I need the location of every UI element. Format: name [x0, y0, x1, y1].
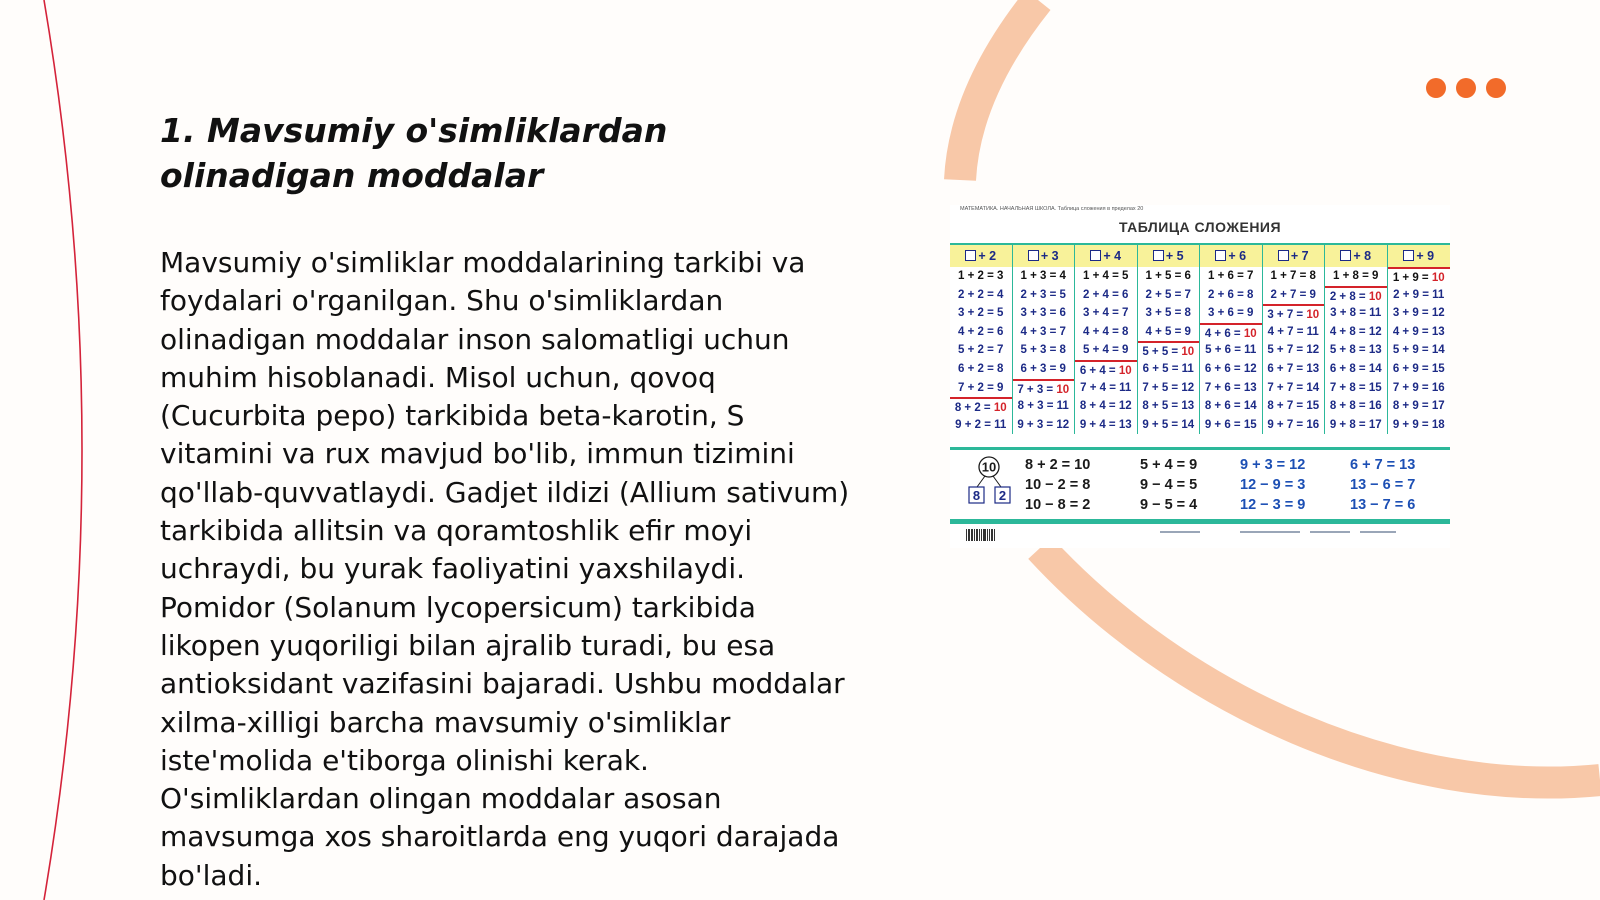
table-cell: 2 + 8 = 10 [1325, 286, 1387, 305]
peach-arc-lower [1040, 548, 1600, 783]
example-group [1350, 455, 1450, 515]
table-cell: 1 + 2 = 3 [958, 270, 1004, 282]
table-cell: 8 + 2 = 10 [950, 397, 1012, 416]
column-header [1325, 245, 1387, 267]
table-cell: 1 + 6 = 7 [1208, 270, 1254, 282]
table-cell: 7 + 4 = 11 [1080, 381, 1132, 394]
table-cell: 7 + 9 = 16 [1392, 381, 1445, 394]
example-line: 5 + 4 = 9 [1140, 457, 1198, 473]
empty-box-icon [1340, 250, 1351, 261]
table-cell: 3 + 3 = 6 [1020, 307, 1066, 320]
table-cell: 5 + 9 = 14 [1392, 344, 1445, 357]
column-header-label: + 5 [1165, 249, 1184, 263]
table-cell: 2 + 2 = 4 [958, 288, 1004, 301]
table-cell: 6 + 5 = 11 [1142, 362, 1194, 375]
table-cell: 5 + 7 = 12 [1267, 344, 1320, 357]
table-cell: 3 + 4 = 7 [1083, 307, 1129, 320]
column-header-label: + 9 [1416, 249, 1435, 263]
empty-box-icon [1278, 250, 1289, 261]
table-cell: 3 + 7 = 10 [1263, 304, 1325, 323]
fine-print [1360, 531, 1396, 533]
poster-caption: МАТЕМАТИКА. НАЧАЛЬНАЯ ШКОЛА. Таблица сложения в пределах 20 [960, 206, 1144, 212]
table-cell: 8 + 5 = 13 [1142, 400, 1195, 413]
example-line: 9 − 5 = 4 [1140, 497, 1198, 513]
column-header [950, 245, 1012, 267]
table-cell: 9 + 7 = 16 [1267, 418, 1320, 431]
addition-table [950, 243, 1450, 434]
table-cell: 7 + 7 = 14 [1267, 381, 1320, 394]
table-column [1013, 245, 1076, 434]
table-cell: 3 + 9 = 12 [1392, 307, 1445, 320]
table-column [1138, 245, 1201, 434]
fine-print [1160, 531, 1200, 533]
table-cell: 7 + 6 = 13 [1204, 381, 1257, 394]
empty-box-icon [1403, 250, 1414, 261]
table-cell: 7 + 8 = 15 [1329, 381, 1382, 394]
empty-box-icon [1090, 250, 1101, 261]
table-cell: 1 + 7 = 8 [1270, 270, 1316, 282]
example-group [1025, 455, 1125, 515]
bond-whole: 10 [981, 459, 997, 475]
number-bond-diagram [968, 455, 1018, 511]
table-cell: 6 + 7 = 13 [1267, 362, 1320, 375]
dot [1456, 78, 1476, 98]
table-cell: 5 + 5 = 10 [1138, 341, 1200, 360]
table-cell: 7 + 2 = 9 [958, 381, 1004, 394]
table-cell: 5 + 6 = 11 [1205, 344, 1257, 357]
table-cell: 2 + 4 = 6 [1083, 288, 1129, 301]
slide-body-text: Mavsumiy o'simliklar moddalarining tarkibi va foydalari o'rganilgan. Shu o'simliklardan olinadigan moddalar inson salomatligi uchun muhim hisoblanadi. Misol uchun, qovoq (Cucurbita pepo) tarkibida beta-karotin, S vitamini va rux mavjud bo'lib, immun tizimini qo'llab-quvvatlaydi. Gadjet ildizi (Allium sativum) tarkibida allitsin va qoramtoshlik efir moyi uchraydi, bu yurak faoliyatini yaxshilaydi. Pomidor (Solanum lycopersicum) tarkibida likopen yuqoriligi bilan ajralib turadi, bu esa antioksidant vazifasini bajaradi. Ushbu moddalar xilma-xilligi barcha mavsumiy o'simliklar iste'molida e'tiborga olinishi kerak. O'simliklardan olingan moddalar asosan mavsumga xos sharoitlarda eng yuqori darajada bo'ladi. [160, 246, 850, 892]
empty-box-icon [1215, 250, 1226, 261]
table-cell: 6 + 2 = 8 [958, 362, 1004, 375]
table-cell: 6 + 6 = 12 [1204, 362, 1257, 375]
table-cell: 5 + 3 = 8 [1020, 344, 1066, 357]
column-header-label: + 6 [1228, 249, 1247, 263]
column-header [1138, 245, 1200, 267]
table-cell: 2 + 9 = 11 [1393, 288, 1445, 301]
example-line: 9 + 3 = 12 [1240, 457, 1306, 473]
dot [1486, 78, 1506, 98]
fine-print [1240, 531, 1300, 533]
table-cell: 2 + 3 = 5 [1020, 288, 1066, 301]
column-header [1263, 245, 1325, 267]
empty-box-icon [1153, 250, 1164, 261]
column-header-label: + 7 [1290, 249, 1309, 263]
example-group [1240, 455, 1340, 515]
table-cell: 1 + 3 = 4 [1020, 270, 1066, 282]
table-cell: 4 + 9 = 13 [1392, 325, 1445, 338]
table-cell: 8 + 9 = 17 [1392, 400, 1445, 413]
table-column [1075, 245, 1138, 434]
table-cell: 6 + 4 = 10 [1075, 360, 1137, 379]
example-line: 6 + 7 = 13 [1350, 457, 1416, 473]
table-cell: 3 + 8 = 11 [1330, 307, 1382, 320]
table-cell: 1 + 4 = 5 [1083, 270, 1129, 282]
table-cell: 9 + 8 = 17 [1329, 418, 1382, 431]
table-cell: 8 + 6 = 14 [1204, 400, 1257, 413]
table-cell: 9 + 6 = 15 [1204, 418, 1257, 431]
table-cell: 5 + 8 = 13 [1329, 344, 1382, 357]
table-cell: 4 + 4 = 8 [1083, 325, 1129, 338]
table-cell: 2 + 7 = 9 [1270, 288, 1316, 301]
table-cell: 2 + 5 = 7 [1145, 288, 1191, 301]
table-cell: 9 + 2 = 11 [955, 418, 1007, 431]
table-cell: 8 + 7 = 15 [1267, 400, 1320, 413]
table-cell: 1 + 8 = 9 [1333, 270, 1379, 282]
table-cell: 6 + 3 = 9 [1020, 362, 1066, 375]
example-line: 12 − 3 = 9 [1240, 497, 1306, 513]
table-cell: 3 + 6 = 9 [1208, 307, 1254, 320]
table-column [1325, 245, 1388, 434]
table-column [1263, 245, 1326, 434]
table-column [1388, 245, 1451, 434]
empty-box-icon [965, 250, 976, 261]
table-column [1200, 245, 1263, 434]
column-header [1075, 245, 1137, 267]
table-cell: 6 + 8 = 14 [1329, 362, 1382, 375]
column-header [1200, 245, 1262, 267]
divider [950, 447, 1450, 450]
table-cell: 1 + 9 = 10 [1388, 267, 1451, 286]
addition-table-poster [950, 205, 1450, 548]
example-line: 9 − 4 = 5 [1140, 477, 1198, 493]
table-cell: 4 + 5 = 9 [1145, 325, 1191, 338]
divider [950, 519, 1450, 524]
slide-title: 1. Mavsumiy o'simliklardan olinadigan moddalar [160, 111, 668, 195]
example-line: 13 − 7 = 6 [1350, 497, 1416, 513]
table-cell: 4 + 6 = 10 [1200, 323, 1262, 342]
column-header [1388, 245, 1451, 267]
table-cell: 7 + 5 = 12 [1142, 381, 1195, 394]
table-cell: 4 + 8 = 12 [1329, 325, 1382, 338]
table-cell: 9 + 5 = 14 [1142, 418, 1195, 431]
example-line: 10 − 2 = 8 [1025, 477, 1091, 493]
table-cell: 8 + 8 = 16 [1329, 400, 1382, 413]
example-line: 8 + 2 = 10 [1025, 457, 1091, 473]
table-cell: 8 + 3 = 11 [1017, 400, 1069, 413]
table-cell: 9 + 4 = 13 [1079, 418, 1132, 431]
example-line: 10 − 8 = 2 [1025, 497, 1091, 513]
empty-box-icon [1028, 250, 1039, 261]
column-header-label: + 4 [1103, 249, 1122, 263]
table-cell: 4 + 3 = 7 [1020, 325, 1066, 338]
dot [1426, 78, 1446, 98]
table-cell: 5 + 4 = 9 [1083, 344, 1129, 357]
table-cell: 7 + 3 = 10 [1013, 379, 1075, 398]
more-dots-icon [1426, 78, 1506, 98]
table-column [950, 245, 1013, 434]
table-cell: 2 + 6 = 8 [1208, 288, 1254, 301]
table-cell: 9 + 3 = 12 [1017, 418, 1070, 431]
table-cell: 4 + 7 = 11 [1267, 325, 1319, 338]
table-cell: 3 + 2 = 5 [958, 307, 1004, 320]
table-cell: 3 + 5 = 8 [1145, 307, 1191, 320]
bond-part: 2 [998, 488, 1007, 503]
table-cell: 1 + 5 = 6 [1145, 270, 1191, 282]
example-group [1140, 455, 1240, 515]
column-header [1013, 245, 1075, 267]
table-cell: 8 + 4 = 12 [1079, 400, 1132, 413]
column-header-label: + 8 [1353, 249, 1372, 263]
barcode-icon [966, 529, 995, 541]
example-line: 13 − 6 = 7 [1350, 477, 1416, 493]
example-line: 12 − 9 = 3 [1240, 477, 1306, 493]
poster-title: ТАБЛИЦА СЛОЖЕНИЯ [1118, 219, 1282, 235]
table-cell: 6 + 9 = 15 [1392, 362, 1445, 375]
peach-arc-upper [960, 0, 1038, 180]
left-red-curve [44, 0, 82, 900]
column-header-label: + 3 [1040, 249, 1059, 263]
bond-part: 8 [972, 488, 981, 503]
fine-print [1310, 531, 1350, 533]
table-cell: 4 + 2 = 6 [958, 325, 1004, 338]
column-header-label: + 2 [978, 249, 997, 263]
table-cell: 9 + 9 = 18 [1392, 418, 1445, 431]
table-cell: 5 + 2 = 7 [958, 344, 1004, 357]
